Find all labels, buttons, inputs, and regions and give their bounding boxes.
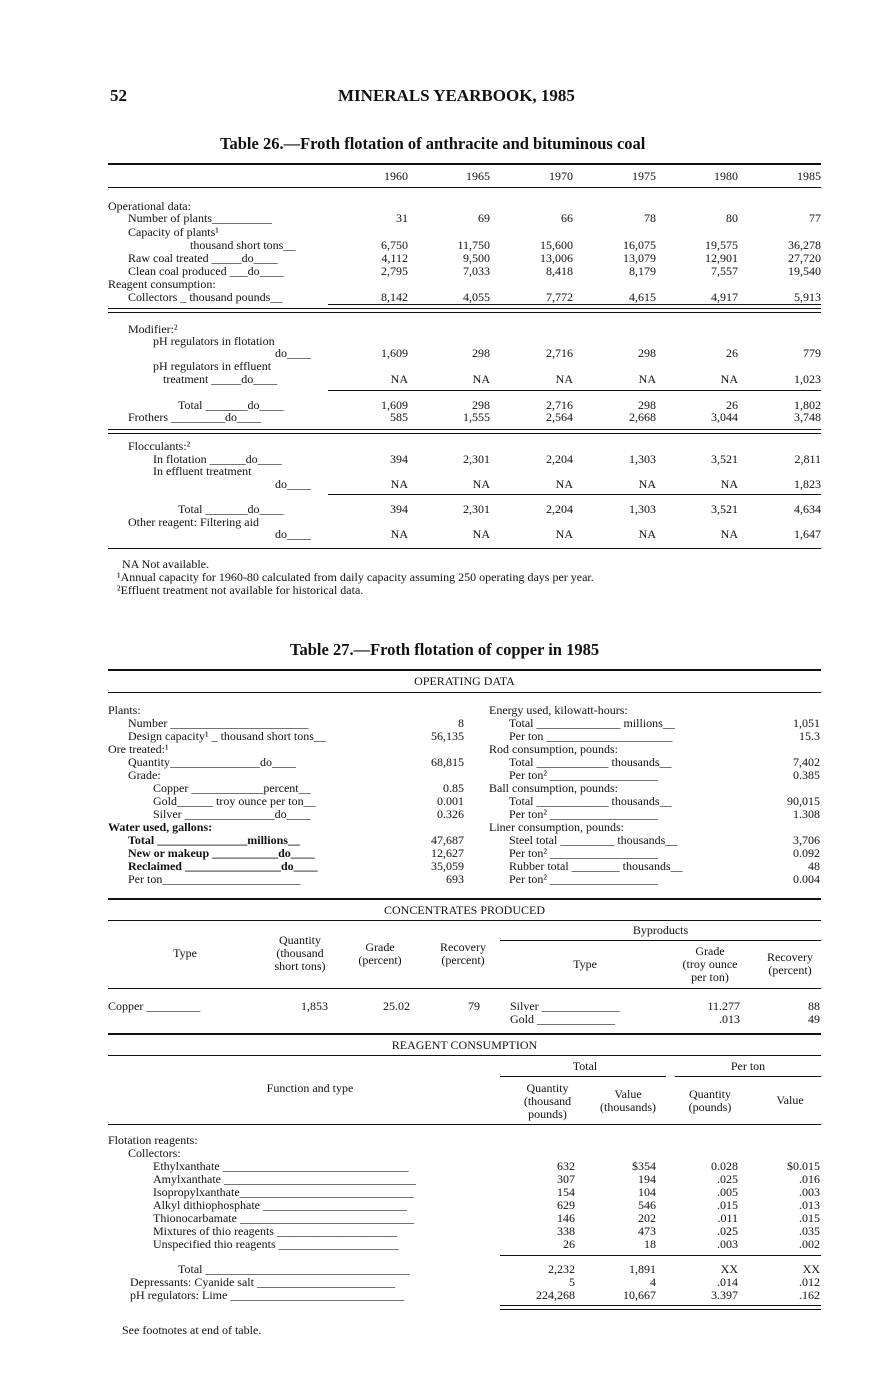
table-cell: 66 [561,211,573,225]
reagent-label: Depressants: Cyanide salt _______________________ [130,1275,395,1289]
reagent-value: 1,891 [629,1262,656,1276]
col-value: Value [614,1087,642,1101]
table-cell: 7,557 [711,264,738,278]
table-cell: NA [720,372,738,386]
table-cell: 2,795 [381,264,408,278]
table-cell: 4,055 [463,290,490,304]
table-cell: NA [390,527,408,541]
table-cell: NA [472,527,490,541]
reagent-perton-value: .162 [799,1288,820,1302]
operating-left-value: 12,627 [431,846,464,860]
table-cell: NA [638,477,656,491]
reagent-value: 202 [638,1211,656,1225]
table-cell: 8,179 [629,264,656,278]
operating-right-label: Per ton² __________________ [509,846,658,860]
reagent-perton-value: .013 [799,1198,820,1212]
operating-right-label: Liner consumption, pounds: [489,820,624,834]
reagent-label: Alkyl dithiophosphate ________________________ [153,1198,407,1212]
reagent-perton-value: .035 [799,1224,820,1238]
operating-left-value: 47,687 [431,833,464,847]
table-cell: 394 [390,502,408,516]
table-cell: NA [555,372,573,386]
reagent-qty: 26 [563,1237,575,1251]
reagent-perton-value: .002 [799,1237,820,1251]
year-header: 1975 [632,169,656,183]
reagent-value: 4 [650,1275,656,1289]
row-label: Total _______do____ [178,502,284,516]
operating-right-value: 90,015 [787,794,820,808]
table-cell: 7,772 [546,290,573,304]
row-label: Frothers _________do____ [128,410,261,424]
section-label: Operational data: [108,199,191,213]
reagent-qty: 5 [569,1275,575,1289]
operating-right-value: 1.308 [793,807,820,821]
table-cell: 11,750 [457,238,490,252]
operating-right-label: Rod consumption, pounds: [489,742,619,756]
col-quantity: pounds) [528,1107,567,1121]
operating-left-label: Plants: [108,703,141,717]
operating-left-label: Water used, gallons: [108,820,213,834]
table-cell: NA [472,372,490,386]
table-cell: 5,913 [794,290,821,304]
operating-left-label: Ore treated:¹ [108,742,169,756]
operating-right-label: Total ____________ thousands__ [509,794,672,808]
operating-left-value: 0.326 [437,807,464,821]
byproduct-grade: .013 [719,1012,740,1026]
reagent-value: 194 [638,1172,656,1186]
table-cell: 779 [803,346,821,360]
year-header: 1985 [797,169,821,183]
conc-row-rec: 79 [468,999,480,1013]
col-value: (thousands) [600,1100,656,1114]
col-byproduct-recovery: (percent) [768,963,812,977]
reagent-label: Unspecified thio reagents ____________________ [153,1237,399,1251]
operating-right-label: Total ______________ millions__ [509,716,675,730]
table-cell: 26 [726,346,738,360]
table-cell: 9,500 [463,251,490,265]
reagent-perton-qty: .025 [717,1224,738,1238]
section-label: Reagent consumption: [108,277,216,291]
row-label: In flotation ______do____ [153,452,282,466]
reagent-perton-qty: .003 [717,1237,738,1251]
reagent-perton-value: .016 [799,1172,820,1186]
table-cell: 1,303 [629,452,656,466]
table-cell: 2,204 [546,452,573,466]
col-byproduct-recovery: Recovery [767,950,813,964]
reagent-heading: REAGENT CONSUMPTION [391,1038,538,1052]
table-cell: 298 [472,398,490,412]
table-cell: 19,575 [705,238,738,252]
table-cell: 36,278 [788,238,821,252]
operating-right-label: Energy used, kilowatt-hours: [489,703,628,717]
reagent-perton-value: .012 [799,1275,820,1289]
operating-left-value: 0.001 [437,794,464,808]
byproduct-grade: 11.277 [707,999,740,1013]
table-cell: 80 [726,211,738,225]
reagent-value: $354 [632,1159,656,1173]
table-cell: 3,748 [794,410,821,424]
table-cell: NA [638,372,656,386]
table-cell: NA [555,527,573,541]
operating-left-value: 68,815 [431,755,464,769]
table-cell: 3,521 [711,452,738,466]
table-cell: NA [390,477,408,491]
table-cell: 19,540 [788,264,821,278]
table-cell: 8,142 [381,290,408,304]
reagent-label: Total __________________________________ [178,1262,410,1276]
table-cell: NA [472,477,490,491]
table-cell: 1,802 [794,398,821,412]
table-cell: 1,023 [794,372,821,386]
operating-left-label: Design capacity¹ _ thousand short tons__ [128,729,326,743]
operating-right-label: Per ton _____________________ [509,729,673,743]
operating-right-value: 0.092 [793,846,820,860]
table-cell: 3,521 [711,502,738,516]
table-cell: 27,720 [788,251,821,265]
col-byproduct-grade: per ton) [691,970,729,984]
row-label: pH regulators in flotation [153,334,275,348]
table-cell: 1,609 [381,398,408,412]
table-cell: 394 [390,452,408,466]
year-header: 1970 [549,169,573,183]
table-cell: 2,716 [546,346,573,360]
table-cell: NA [390,372,408,386]
col-quantity: (thousand [523,1094,572,1108]
row-label: Clean coal produced ___do____ [128,264,284,278]
operating-right-label: Rubber total ________ thousands__ [509,859,683,873]
reagent-perton-value: XX [802,1262,820,1276]
table-cell: 2,811 [794,452,821,466]
table-cell: NA [555,477,573,491]
reagent-perton-qty: 0.028 [711,1159,738,1173]
col-quantity: Quantity [279,933,321,947]
col-perton-quantity: (pounds) [688,1100,732,1114]
table-cell: 6,750 [381,238,408,252]
footnote: ²Effluent treatment not available for historical data. [117,583,364,597]
table-cell: NA [720,477,738,491]
operating-left-value: 56,135 [431,729,464,743]
table-cell: NA [638,527,656,541]
per-ton-heading: Per ton [730,1059,766,1073]
conc-row-type: Copper _________ [108,999,201,1013]
table-cell: 2,204 [546,502,573,516]
section-label: Flocculants:² [128,439,191,453]
col-quantity: Quantity [526,1081,569,1095]
table-cell: 7,033 [463,264,490,278]
row-label: thousand short tons__ [190,238,296,252]
col-function: Function and type [266,1081,354,1095]
table-cell: 77 [809,211,821,225]
section-label: Collectors: [128,1146,181,1160]
table-cell: 13,079 [623,251,656,265]
operating-left-value: 693 [446,872,464,886]
reagent-qty: 154 [557,1185,575,1199]
row-label: In effluent treatment [153,464,252,478]
table-cell: 1,555 [463,410,490,424]
operating-right-label: Per ton² __________________ [509,807,658,821]
row-label: do____ [275,346,311,360]
section-label: Flotation reagents: [108,1133,198,1147]
byproducts-heading: Byproducts [632,923,689,937]
operating-left-label: Per ton_______________________ [128,872,301,886]
table-cell: 8,418 [546,264,573,278]
row-label: treatment _____do____ [163,372,278,386]
reagent-perton-qty: .015 [717,1198,738,1212]
col-grade: (percent) [358,953,402,967]
table-27-title: Table 27.—Froth flotation of copper in 1985 [290,640,600,659]
operating-right-value: 0.004 [793,872,820,886]
table-cell: 13,006 [540,251,573,265]
operating-right-value: 3,706 [793,833,820,847]
table-cell: 12,901 [705,251,738,265]
col-byproduct-grade: Grade [695,944,725,958]
operating-right-label: Steel total _________ thousands__ [509,833,678,847]
operating-left-label: Grade: [128,768,161,782]
reagent-value: 546 [638,1198,656,1212]
operating-right-value: 48 [808,859,820,873]
col-byproduct-grade: (troy ounce [682,957,738,971]
operating-right-label: Per ton² __________________ [509,872,658,886]
table-cell: 26 [726,398,738,412]
total-heading: Total [572,1059,598,1073]
table-cell: 585 [390,410,408,424]
col-quantity: short tons) [274,959,326,973]
operating-left-label: Gold______ troy ounce per ton__ [153,794,316,808]
byproduct-recovery: 88 [808,999,820,1013]
table-cell: 1,823 [794,477,821,491]
concentrates-heading: CONCENTRATES PRODUCED [383,903,545,917]
conc-row-qty: 1,853 [301,999,328,1013]
row-label: Collectors _ thousand pounds__ [128,290,283,304]
reagent-qty: 224,268 [536,1288,575,1302]
reagent-qty: 146 [557,1211,575,1225]
operating-left-label: New or makeup ___________do____ [128,846,315,860]
reagent-value: 473 [638,1224,656,1238]
row-label: Raw coal treated _____do____ [128,251,278,265]
page-number: 52 [110,86,127,105]
year-header: 1960 [384,169,408,183]
operating-left-label: Reclaimed ________________do____ [128,859,318,873]
operating-left-value: 35,059 [431,859,464,873]
footnote: NA Not available. [122,557,209,571]
operating-right-value: 15.3 [799,729,820,743]
operating-right-label: Total ____________ thousands__ [509,755,672,769]
row-label: Capacity of plants¹ [128,225,219,239]
reagent-perton-qty: .005 [717,1185,738,1199]
operating-left-label: Quantity_______________do____ [128,755,296,769]
reagent-qty: 2,232 [548,1262,575,1276]
operating-right-value: 7,402 [793,755,820,769]
reagent-perton-qty: .014 [717,1275,738,1289]
row-label: do____ [275,477,311,491]
reagent-value: 18 [644,1237,656,1251]
table-26-title: Table 26.—Froth flotation of anthracite and bituminous coal [220,134,646,153]
table-cell: 298 [638,398,656,412]
operating-right-value: 0.385 [793,768,820,782]
reagent-value: 104 [638,1185,656,1199]
operating-left-label: Number _______________________ [128,716,309,730]
col-recovery: (percent) [441,953,485,967]
table-cell: 15,600 [540,238,573,252]
table-footnote: See footnotes at end of table. [122,1323,262,1337]
footnote: ¹Annual capacity for 1960-80 calculated from daily capacity assuming 250 operating days per year. [117,570,594,584]
reagent-value: 10,667 [623,1288,656,1302]
conc-row-grade: 25.02 [383,999,410,1013]
running-head: MINERALS YEARBOOK, 1985 [338,86,575,105]
reagent-qty: 307 [557,1172,575,1186]
reagent-perton-qty: .025 [717,1172,738,1186]
reagent-label: Thionocarbamate _____________________________ [153,1211,414,1225]
col-type: Type [173,946,197,960]
row-label: Other reagent: Filtering aid [128,515,259,529]
table-cell: 298 [638,346,656,360]
reagent-label: pH regulators: Lime _____________________________ [130,1288,405,1302]
table-cell: 1,647 [794,527,821,541]
table-cell: 4,917 [711,290,738,304]
section-label: Modifier:² [128,322,178,336]
col-grade: Grade [365,940,395,954]
col-perton-quantity: Quantity [689,1087,731,1101]
row-label: Number of plants__________ [128,211,272,225]
operating-right-label: Per ton² __________________ [509,768,658,782]
table-cell: 69 [478,211,490,225]
col-byproduct-type: Type [573,957,597,971]
table-cell: 31 [396,211,408,225]
table-cell: 4,615 [629,290,656,304]
reagent-label: Amylxanthate ________________________________ [153,1172,416,1186]
table-cell: 78 [644,211,656,225]
year-header: 1980 [714,169,738,183]
year-header: 1965 [466,169,490,183]
reagent-label: Isopropylxanthate_____________________________ [153,1185,414,1199]
reagent-perton-value: $0.015 [787,1159,820,1173]
reagent-perton-qty: XX [720,1262,738,1276]
operating-left-label: Copper ____________percent__ [153,781,311,795]
table-cell: NA [720,527,738,541]
operating-right-value: 1,051 [793,716,820,730]
reagent-qty: 632 [557,1159,575,1173]
table-cell: 4,112 [381,251,408,265]
operating-left-value: 0.85 [443,781,464,795]
table-cell: 4,634 [794,502,821,516]
reagent-qty: 629 [557,1198,575,1212]
col-perton-value: Value [776,1093,804,1107]
operating-left-value: 8 [458,716,464,730]
operating-right-label: Ball consumption, pounds: [489,781,618,795]
table-cell: 1,609 [381,346,408,360]
table-cell: 2,668 [629,410,656,424]
reagent-perton-value: .003 [799,1185,820,1199]
table-cell: 298 [472,346,490,360]
row-label: pH regulators in effluent [153,359,272,373]
reagent-perton-qty: 3.397 [711,1288,738,1302]
table-cell: 2,716 [546,398,573,412]
table-cell: 1,303 [629,502,656,516]
byproduct-type: Silver _____________ [510,999,620,1013]
table-cell: 2,564 [546,410,573,424]
reagent-qty: 338 [557,1224,575,1238]
reagent-label: Mixtures of thio reagents ____________________ [153,1224,397,1238]
byproduct-type: Gold _____________ [510,1012,615,1026]
byproduct-recovery: 49 [808,1012,820,1026]
col-quantity: (thousand [276,946,324,960]
operating-left-label: Silver _______________do____ [153,807,311,821]
row-label: do____ [275,527,311,541]
reagent-label: Ethylxanthate _______________________________ [153,1159,409,1173]
table-cell: 3,044 [711,410,738,424]
table-cell: 2,301 [463,502,490,516]
col-recovery: Recovery [440,940,486,954]
operating-data-heading: OPERATING DATA [414,674,515,688]
row-label: Total _______do____ [178,398,284,412]
reagent-perton-qty: .011 [717,1211,738,1225]
reagent-perton-value: .015 [799,1211,820,1225]
table-cell: 2,301 [463,452,490,466]
operating-left-label: Total _______________millions__ [128,833,300,847]
table-cell: 16,075 [623,238,656,252]
